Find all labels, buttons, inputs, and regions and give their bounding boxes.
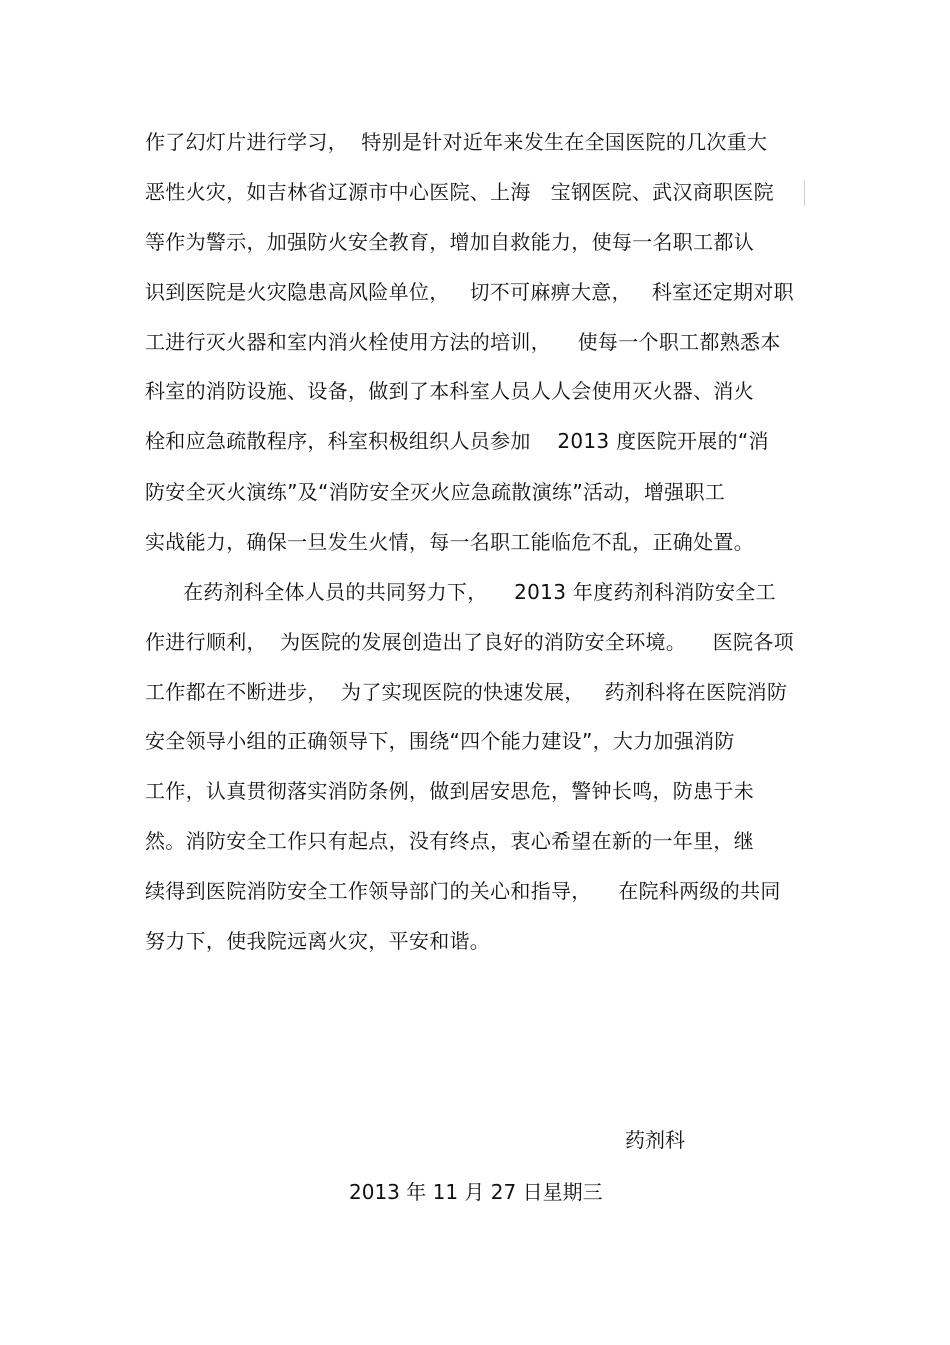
paragraph-2-line-2: 作进行顺利， 为医院的发展创造出了良好的消防安全环境。 医院各项 (145, 630, 794, 654)
paragraph-2-line-3: 工作都在不断进步， 为了实现医院的快速发展， 药剂科将在医院消防 (145, 680, 788, 704)
paragraph-1-line-7: 栓和应急疏散程序，科室积极组织人员参加 2013 度医院开展的“消 (145, 429, 769, 453)
paragraph-1-line-4: 识到医院是火灾隐患高风险单位， 切不可麻痹大意， 科室还定期对职 (145, 280, 794, 304)
paragraph-2-line-4: 安全领导小组的正确领导下，围绕“四个能力建设”，大力加强消防 (145, 729, 735, 753)
paragraph-1-line-5: 工进行灭火器和室内消火栓使用方法的培训， 使每一个职工都熟悉本 (145, 330, 781, 354)
paragraph-1-line-8: 防安全灭火演练”及“消防安全灭火应急疏散演练”活动，增强职工 (145, 480, 726, 504)
paragraph-2-line-7: 续得到医院消防安全工作领导部门的关心和指导， 在院科两级的共同 (145, 879, 781, 903)
page-edge-mark (804, 180, 805, 206)
paragraph-2-line-5: 工作，认真贯彻落实消防条例，做到居安思危，警钟长鸣，防患于未 (145, 779, 754, 803)
paragraph-2-line-6: 然。消防安全工作只有起点，没有终点，衷心希望在新的一年里，继 (145, 829, 754, 853)
paragraph-1-line-6: 科室的消防设施、设备，做到了本科室人员人人会使用灭火器、消火 (145, 379, 754, 403)
paragraph-1-line-2: 恶性火灾，如吉林省辽源市中心医院、上海 宝钢医院、武汉商职医院 (145, 180, 774, 204)
signature-department: 药剂科 (625, 1128, 685, 1152)
paragraph-2-line-8: 努力下，使我院远离火灾，平安和谐。 (145, 929, 491, 953)
paragraph-1-line-9: 实战能力，确保一旦发生火情，每一名职工能临危不乱，正确处置。 (145, 530, 754, 554)
signature-date: 2013 年 11 月 27 日星期三 (349, 1180, 603, 1204)
paragraph-1-line-1: 作了幻灯片进行学习， 特别是针对近年来发生在全国医院的几次重大 (145, 130, 768, 154)
paragraph-1-line-3: 等作为警示，加强防火安全教育，增加自救能力，使每一名职工都认 (145, 230, 754, 254)
paragraph-2-line-1: 在药剂科全体人员的共同努力下， 2013 年度药剂科消防安全工 (183, 580, 776, 604)
